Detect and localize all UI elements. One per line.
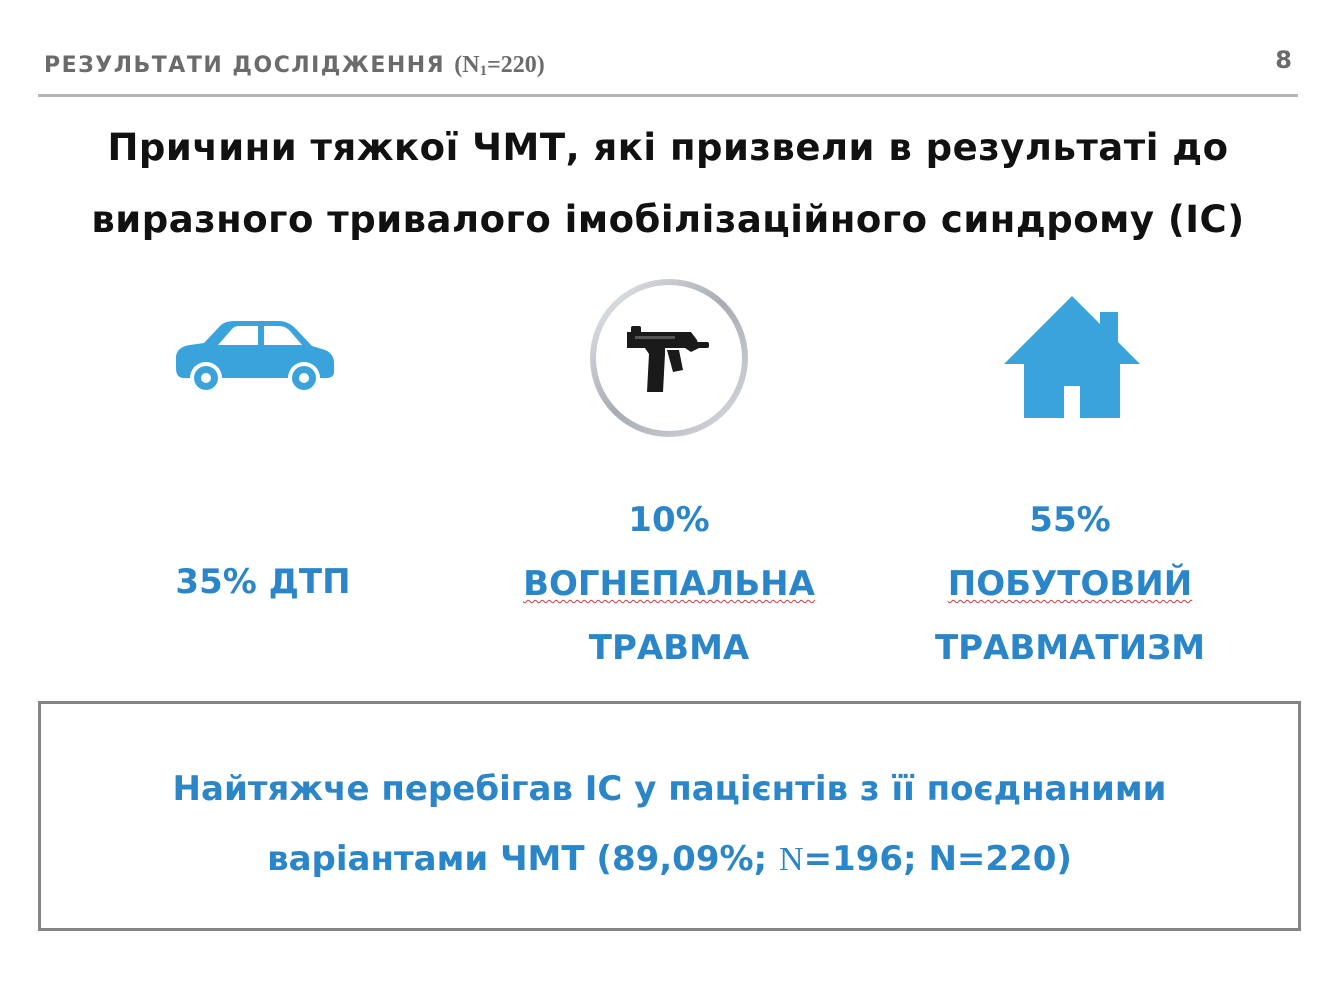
cause-firearm (508, 488, 830, 680)
cause-firearm-line-2: ТРАВМА (588, 628, 750, 668)
cause-domestic-percent: 55% (1029, 500, 1111, 540)
house-icon (1002, 294, 1142, 420)
cause-domestic-line-2: ТРАВМАТИЗМ (934, 628, 1206, 668)
gun-icon (587, 276, 751, 440)
conclusion-line-2: варіантами ЧМТ (89,09%; N=196; N=220) (267, 839, 1072, 879)
page-title-line-1: Причини тяжкої ЧМТ, які призвели в результаті до (107, 126, 1229, 169)
conclusion-line-1: Найтяжче перебігав ІС у пацієнтів з її поєднаними (172, 769, 1167, 809)
page-title (60, 112, 1276, 256)
page-title-line-2: виразного тривалого імобілізаційного синдрому (ІС) (91, 198, 1245, 241)
sample-size: $(N_1=220)$ (454, 52, 545, 79)
cause-domestic (930, 488, 1210, 680)
cause-traffic-text: 35% ДТП (175, 562, 351, 602)
header-title (44, 52, 545, 80)
cause-domestic-line-1: ПОБУТОВИЙ (947, 564, 1193, 604)
conclusion-text (41, 754, 1298, 895)
page-number: 8 (1275, 46, 1292, 74)
cause-firearm-line-1: ВОГНЕПАЛЬНА (523, 564, 815, 604)
header-divider (38, 94, 1298, 97)
car-icon (174, 318, 338, 394)
cause-firearm-percent: 10% (628, 500, 710, 540)
conclusion-box (38, 701, 1301, 931)
cause-traffic (150, 550, 376, 614)
header-title-text: РЕЗУЛЬТАТИ ДОСЛІДЖЕННЯ (44, 53, 446, 78)
